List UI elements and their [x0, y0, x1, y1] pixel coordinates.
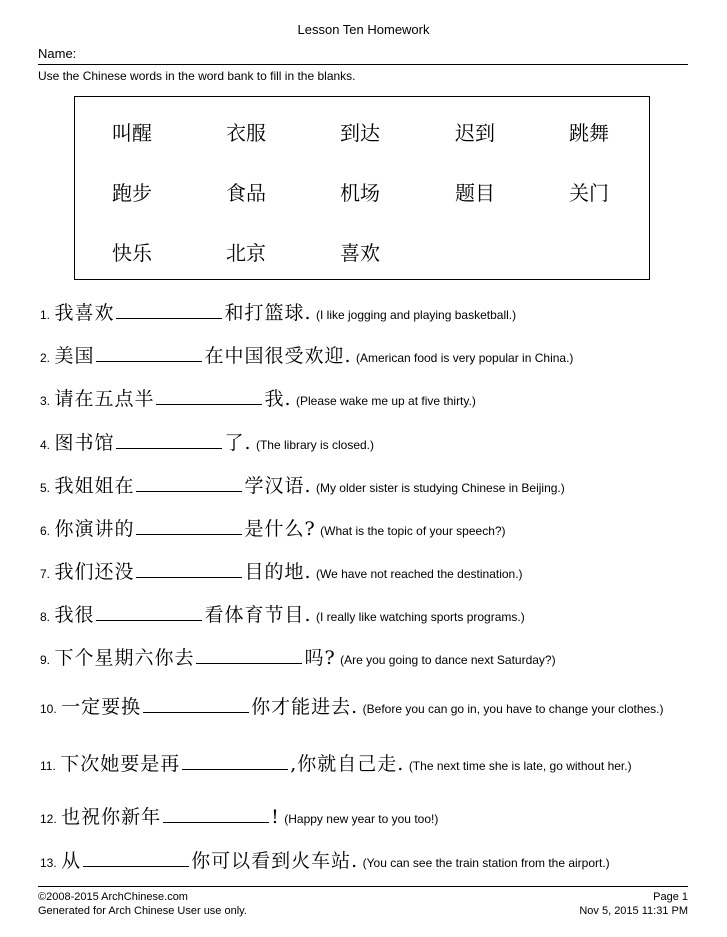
answer-blank[interactable] [156, 386, 262, 405]
exercise-number: 10. [40, 702, 57, 716]
word-bank-item: 到达 [340, 121, 380, 145]
exercise-item [40, 688, 690, 745]
exercise-translation: (Are you going to dance next Saturday?) [340, 653, 556, 667]
exercise-text-after: 了. [224, 432, 252, 454]
exercise-translation: (I like jogging and playing basketball.) [315, 308, 517, 322]
word-bank-item: 北京 [226, 241, 266, 265]
exercise-item [40, 645, 690, 688]
exercise-translation: (I really like watching sports programs.) [315, 610, 525, 624]
exercise-number: 9. [40, 653, 51, 667]
exercise-number: 13. [40, 856, 57, 870]
exercise-translation: (The next time she is late, go without her.) [408, 759, 632, 773]
exercise-translation: (We have not reached the destination.) [315, 567, 523, 581]
word-bank-item: 题目 [455, 181, 495, 205]
exercise-list [40, 300, 690, 888]
exercise-text-after: 你可以看到火车站. [191, 850, 359, 872]
exercise-item [40, 473, 690, 516]
page-number: Page 1 [653, 891, 688, 903]
exercise-translation: (Happy new year to you too!) [284, 812, 439, 826]
word-bank-item: 跳舞 [569, 121, 609, 145]
exercise-text-before: 下次她要是再 [60, 753, 181, 775]
word-bank-item: 衣服 [226, 121, 266, 145]
exercise-text-after: 你才能进去. [251, 696, 359, 718]
answer-blank[interactable] [136, 559, 242, 578]
exercise-text-after: ,你就自己走. [290, 753, 405, 775]
exercise-translation: (Before you can go in, you have to change your clothes.) [362, 702, 664, 716]
footer-right [579, 890, 688, 918]
exercise-text-after: 吗? [304, 647, 336, 669]
instructions: Use the Chinese words in the word bank to fill in the blanks. [38, 69, 356, 83]
exercise-item [40, 386, 690, 430]
word-bank-item: 关门 [569, 181, 609, 205]
exercise-text-after: 学汉语. [244, 475, 312, 497]
exercise-text-before: 从 [61, 850, 82, 872]
answer-blank[interactable] [136, 473, 242, 492]
exercise-translation: (The library is closed.) [255, 438, 375, 452]
exercise-text-before: 你演讲的 [54, 518, 135, 540]
exercise-text-after: 和打篮球. [224, 302, 312, 324]
exercise-translation: (My older sister is studying Chinese in Beijing.) [315, 481, 565, 495]
exercise-translation: (Please wake me up at five thirty.) [295, 394, 476, 408]
exercise-text-before: 我喜欢 [54, 302, 115, 324]
answer-blank[interactable] [143, 694, 249, 713]
word-bank-item: 跑步 [112, 181, 152, 205]
exercise-number: 12. [40, 812, 57, 826]
exercise-item [40, 804, 690, 848]
exercise-number: 8. [40, 610, 51, 624]
exercise-text-after: 看体育节目. [204, 604, 312, 626]
exercise-number: 3. [40, 394, 51, 408]
footer-rule [38, 886, 688, 887]
generated-text: Generated for Arch Chinese User use only. [38, 905, 247, 917]
exercise-number: 2. [40, 351, 51, 365]
worksheet-title: Lesson Ten Homework [297, 22, 430, 37]
word-bank-item: 叫醒 [112, 121, 152, 145]
exercise-translation: (American food is very popular in China.) [355, 351, 574, 365]
exercise-number: 5. [40, 481, 51, 495]
exercise-text-before: 一定要换 [61, 696, 142, 718]
word-bank-item: 快乐 [112, 241, 152, 265]
exercise-number: 1. [40, 308, 51, 322]
exercise-item [40, 848, 690, 888]
exercise-translation: (You can see the train station from the airport.) [362, 856, 610, 870]
exercise-number: 7. [40, 567, 51, 581]
exercise-item [40, 516, 690, 559]
answer-blank[interactable] [182, 751, 288, 770]
footer-left [38, 890, 247, 918]
exercise-text-before: 下个星期六你去 [54, 647, 195, 669]
exercise-number: 4. [40, 438, 51, 452]
copyright-text: ©2008-2015 ArchChinese.com [38, 891, 188, 903]
answer-blank[interactable] [116, 300, 222, 319]
exercise-text-before: 请在五点半 [54, 388, 155, 410]
exercise-text-before: 我很 [54, 604, 95, 626]
exercise-item [40, 745, 690, 804]
answer-blank[interactable] [136, 516, 242, 535]
exercise-text-after: 目的地. [244, 561, 312, 583]
exercise-translation: (What is the topic of your speech?) [320, 524, 506, 538]
word-bank-item: 喜欢 [340, 241, 380, 265]
exercise-text-before: 我们还没 [54, 561, 135, 583]
name-label: Name: [38, 46, 77, 61]
word-bank-item: 迟到 [455, 121, 495, 145]
generated-date: Nov 5, 2015 11:31 PM [579, 905, 688, 917]
answer-blank[interactable] [83, 848, 189, 867]
exercise-text-before: 也祝你新年 [61, 806, 162, 828]
word-bank-item: 机场 [340, 181, 380, 205]
answer-blank[interactable] [196, 645, 302, 664]
exercise-text-before: 我姐姐在 [54, 475, 135, 497]
exercise-text-before: 美国 [54, 345, 95, 367]
exercise-item [40, 559, 690, 602]
word-bank [74, 96, 650, 280]
exercise-item [40, 602, 690, 645]
exercise-text-after: 我. [264, 388, 292, 410]
answer-blank[interactable] [116, 430, 222, 449]
word-bank-item: 食品 [226, 181, 266, 205]
answer-blank[interactable] [96, 343, 202, 362]
exercise-item [40, 430, 690, 473]
exercise-text-after: 在中国很受欢迎. [204, 345, 352, 367]
exercise-number: 6. [40, 524, 51, 538]
answer-blank[interactable] [163, 804, 269, 823]
answer-blank[interactable] [96, 602, 202, 621]
exercise-text-before: 图书馆 [54, 432, 115, 454]
exercise-number: 11. [40, 759, 56, 773]
exercise-item [40, 343, 690, 386]
exercise-text-after: ! [271, 806, 280, 828]
exercise-text-after: 是什么? [244, 518, 316, 540]
exercise-item [40, 300, 690, 343]
header-rule [38, 64, 688, 65]
